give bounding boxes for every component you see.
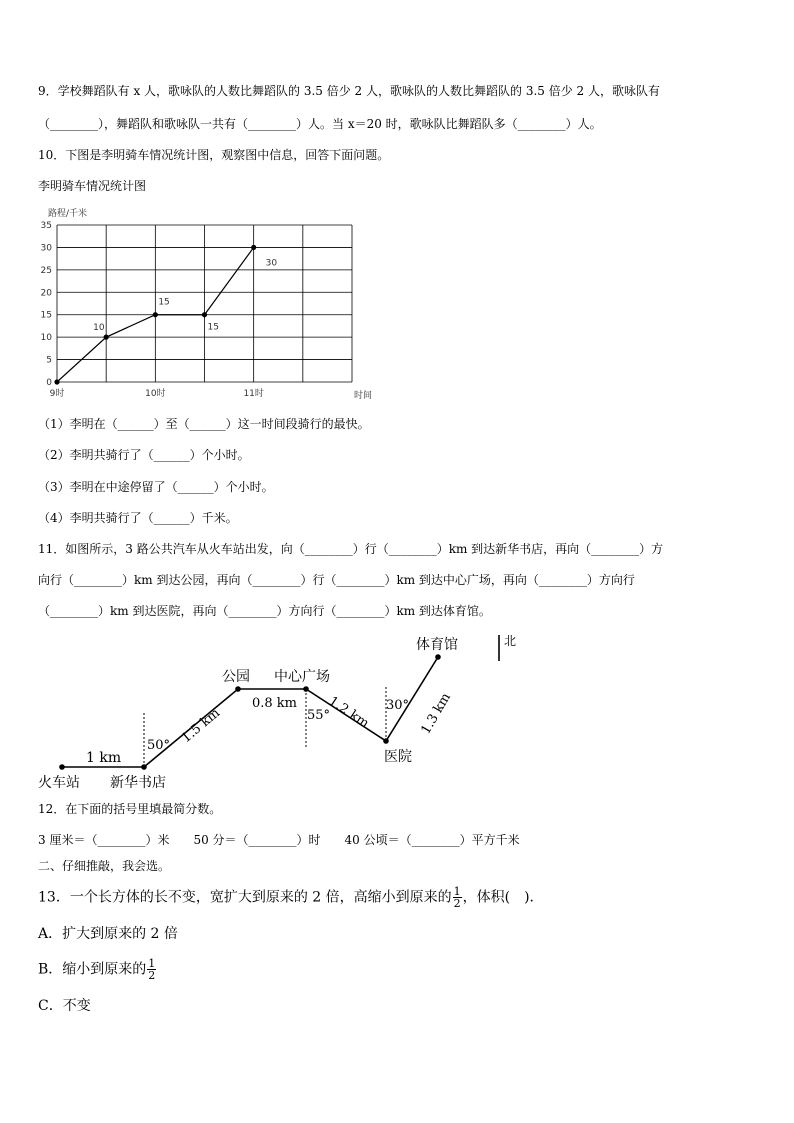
- q13-stem-before: 13．一个长方体的长不变，宽扩大到原来的 2 倍，高缩小到原来的: [38, 889, 452, 906]
- label-bookstore: 新华书店: [110, 775, 166, 791]
- y-tick-label: 0: [46, 378, 52, 388]
- y-tick-label: 15: [40, 310, 52, 321]
- north-label: 北: [504, 634, 517, 648]
- stop-train-station: [59, 764, 65, 770]
- data-label: 15: [207, 322, 219, 333]
- data-label: 10: [93, 323, 105, 334]
- y-tick-label: 20: [40, 288, 52, 299]
- q9-line1: 9．学校舞蹈队有 x 人，歌咏队的人数比舞蹈队的 3.5 倍少 2 人，歌咏队的人数比舞蹈队的 3.5 倍少 2 人，歌咏队有: [38, 84, 660, 98]
- y-tick-label: 25: [40, 265, 52, 276]
- stop-park: [235, 686, 241, 692]
- chart-grid: [57, 225, 352, 382]
- distance-5: 1.3 km: [418, 690, 454, 737]
- angle-1: 50°: [147, 738, 171, 753]
- label-train-station: 火车站: [38, 775, 80, 791]
- q10-sub1: （1）李明在（______）至（______）这一时间段骑行的最快。: [38, 417, 370, 431]
- q13-option-b: [38, 958, 157, 981]
- q10-sub3: （3）李明在中途停留了（______）个小时。: [38, 480, 274, 494]
- data-point: [251, 245, 256, 250]
- route-map: [30, 625, 530, 795]
- chart-xlabel: 时间: [354, 391, 373, 401]
- fraction-half-b: $\frac{1}{2}$: [148, 957, 156, 982]
- q13-option-a: A．扩大到原来的 2 倍: [38, 926, 178, 942]
- q12-answers: 3 厘米＝（________）米 50 分＝（________）时 40 公顷＝（________）平方千米: [38, 833, 520, 847]
- label-hospital: 医院: [384, 749, 412, 765]
- angle-2: 55°: [307, 708, 331, 723]
- distance-4: 1.2 km: [325, 693, 372, 732]
- data-point: [153, 312, 158, 317]
- label-center-square: 中心广场: [274, 669, 330, 685]
- y-tick-label: 30: [40, 243, 52, 254]
- q13-stem: [38, 886, 544, 909]
- q11-line3: （________）km 到达医院，再向（________）方向行（________）km 到达体育馆。: [38, 604, 491, 618]
- distance-2: 1.5 km: [178, 705, 224, 747]
- y-tick-label: 5: [46, 355, 52, 366]
- x-tick-label: 9时: [49, 389, 65, 399]
- x-tick-label: 10时: [145, 389, 166, 399]
- label-stadium: 体育馆: [416, 637, 458, 653]
- stop-stadium: [435, 654, 441, 660]
- q11-line1: 11．如图所示，3 路公共汽车从火车站出发，向（________）行（________）km 到达新华书店，再向（________）方: [38, 542, 664, 556]
- q10-stem: 10．下图是李明骑车情况统计图，观察图中信息，回答下面问题。: [38, 148, 390, 162]
- q9-line2: （________），舞蹈队和歌咏队一共有（________）人。当 x＝20 时，歌咏队比舞蹈队多（________）人。: [38, 117, 602, 131]
- q13-option-c: C．不变: [38, 998, 91, 1014]
- data-label: 15: [158, 297, 170, 308]
- data-point: [54, 379, 59, 384]
- q11-line2: 向行（________）km 到达公园，再向（________）行（________）km 到达中心广场，再向（________）方向行: [38, 573, 635, 587]
- x-tick-label: 11时: [243, 389, 264, 399]
- y-tick-label: 10: [40, 333, 52, 344]
- angle-3: 30°: [386, 698, 410, 713]
- data-label: 30: [265, 258, 278, 269]
- q13-stem-after: ，体积( )．: [462, 889, 544, 906]
- q10-sub2: （2）李明共骑行了（______）个小时。: [38, 448, 250, 462]
- data-point: [104, 335, 109, 340]
- q12-stem: 12．在下面的括号里填最简分数。: [38, 802, 222, 816]
- chart-title: 李明骑车情况统计图: [38, 179, 147, 193]
- line-chart: [30, 200, 390, 405]
- chart-ylabel: 路程/千米: [48, 209, 88, 219]
- q13-option-b-text: B．缩小到原来的: [38, 961, 147, 978]
- distance-1: 1 km: [86, 750, 122, 766]
- distance-3: 0.8 km: [252, 696, 298, 711]
- label-park: 公园: [222, 669, 250, 685]
- q10-sub4: （4）李明共骑行了（______）千米。: [38, 511, 238, 525]
- section-heading: 二、仔细推敲，我会选。: [38, 859, 171, 873]
- fraction-half: $\frac{1}{2}$: [453, 885, 461, 910]
- data-point: [202, 312, 207, 317]
- y-tick-label: 35: [40, 221, 52, 231]
